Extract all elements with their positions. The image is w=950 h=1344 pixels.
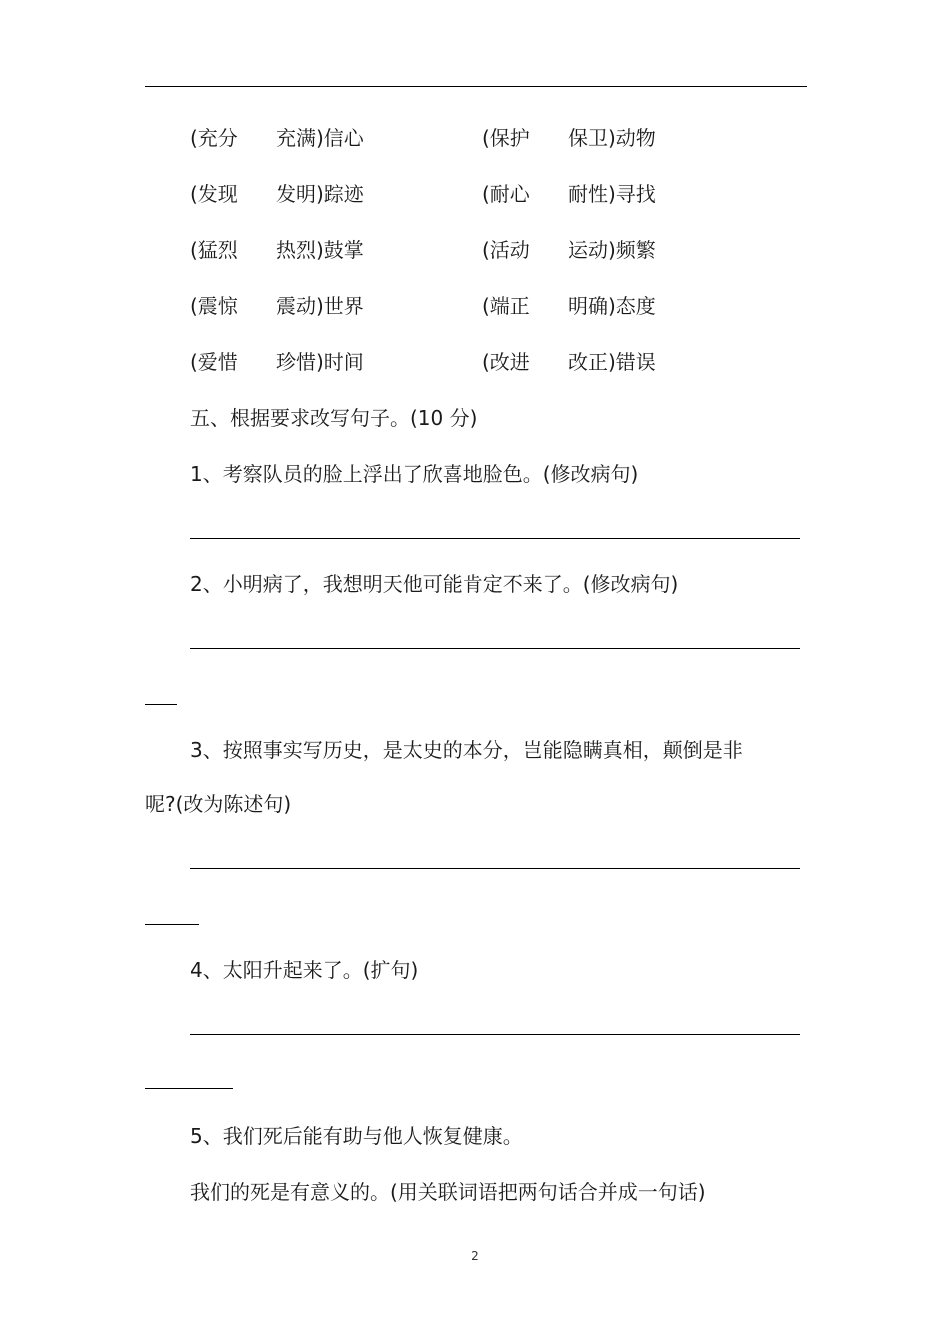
question-2: 2、小明病了，我想明天他可能肯定不来了。(修改病句) (190, 572, 679, 596)
word-pair-option: 耐性)寻找 (568, 182, 656, 206)
word-pair-option: (端正 (482, 294, 530, 318)
word-pair-option: 改正)错误 (568, 350, 656, 374)
word-pair-option: 明确)态度 (568, 294, 656, 318)
word-pair-option: (发现 (190, 182, 238, 206)
word-pair-option: (震惊 (190, 294, 238, 318)
word-pair-option: (活动 (482, 238, 530, 262)
word-pair-option: 珍惜)时间 (276, 350, 364, 374)
word-pair-option: 保卫)动物 (568, 126, 656, 150)
question-3-line-1: 3、按照事实写历史，是太史的本分，岂能隐瞒真相，颠倒是非 (190, 738, 743, 762)
header-rule (145, 86, 807, 87)
page-number: 2 (471, 1249, 479, 1263)
answer-line-q3 (190, 868, 800, 869)
answer-line-q3-continued (145, 924, 199, 925)
word-pair-option: (充分 (190, 126, 238, 150)
question-3-line-2: 呢?(改为陈述句) (145, 792, 292, 816)
question-5-line-1: 5、我们死后能有助与他人恢复健康。 (190, 1124, 523, 1148)
word-pair-option: 充满)信心 (276, 126, 364, 150)
word-pair-option: (爱惜 (190, 350, 238, 374)
word-pair-option: (改进 (482, 350, 530, 374)
word-pair-option: (猛烈 (190, 238, 238, 262)
question-5-line-2: 我们的死是有意义的。(用关联词语把两句话合并成一句话) (190, 1180, 706, 1204)
answer-line-q2 (190, 648, 800, 649)
answer-line-q4 (190, 1034, 800, 1035)
word-pair-option: 热烈)鼓掌 (276, 238, 364, 262)
word-pair-option: 发明)踪迹 (276, 182, 364, 206)
word-pair-option: 运动)频繁 (568, 238, 656, 262)
section-heading: 五、根据要求改写句子。(10 分) (190, 406, 478, 430)
question-4: 4、太阳升起来了。(扩句) (190, 958, 419, 982)
answer-line-q1 (190, 538, 800, 539)
answer-line-q2-continued (145, 704, 177, 705)
word-pair-option: 震动)世界 (276, 294, 364, 318)
answer-line-q4-continued (145, 1088, 233, 1089)
word-pair-option: (保护 (482, 126, 530, 150)
question-1: 1、考察队员的脸上浮出了欣喜地脸色。(修改病句) (190, 462, 639, 486)
word-pair-option: (耐心 (482, 182, 530, 206)
